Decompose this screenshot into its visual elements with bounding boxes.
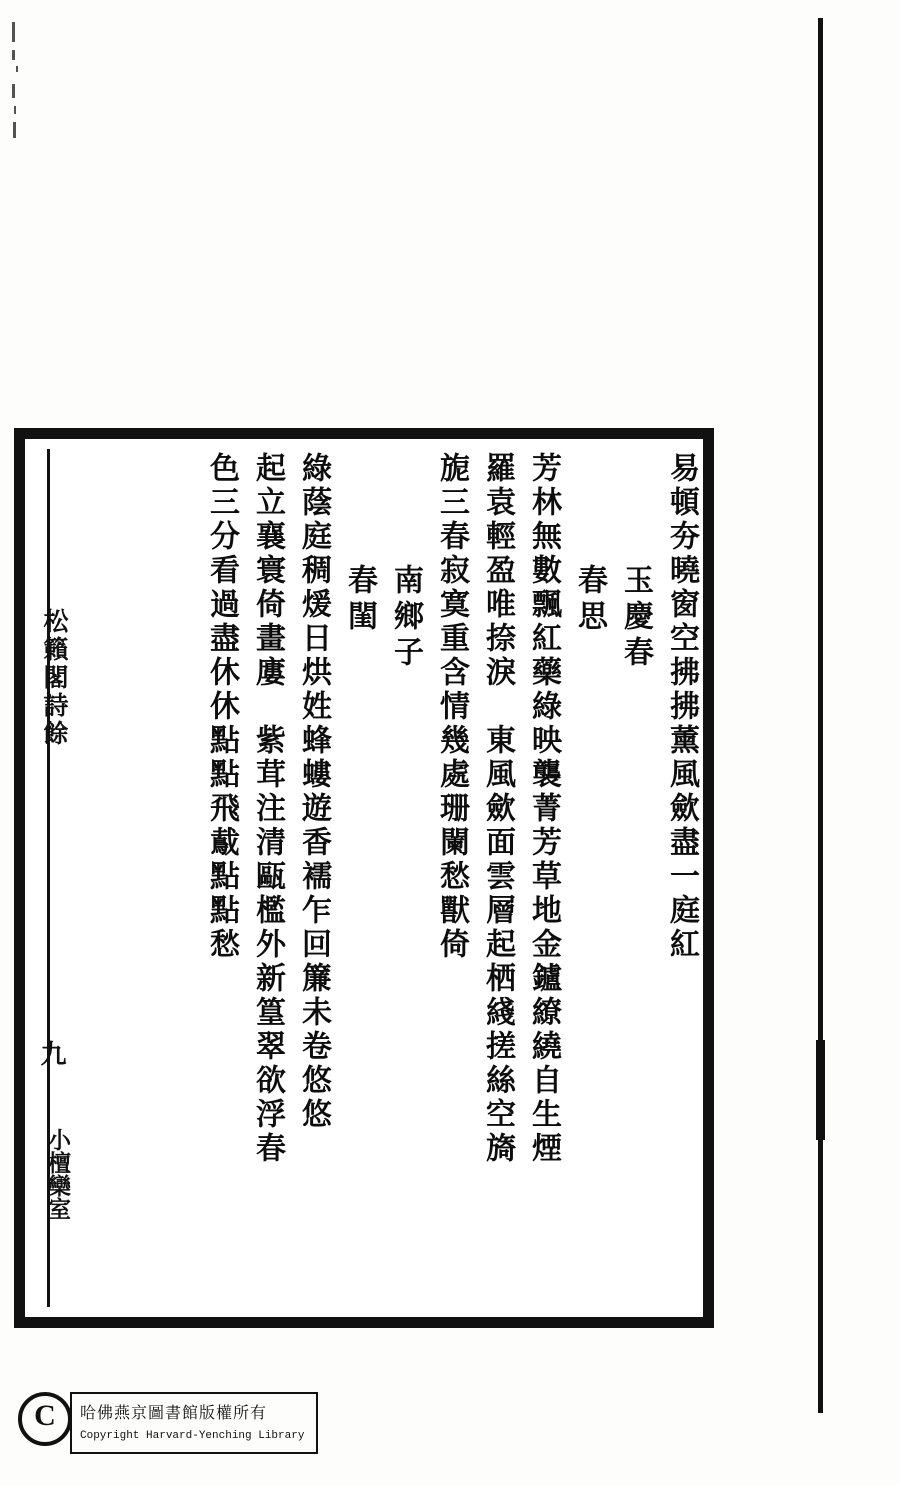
copyright-mark-icon: C <box>18 1392 72 1446</box>
copyright-english-text: Copyright Harvard-Yenching Library <box>80 1430 305 1442</box>
text-column-10: 起立襄寰倚畫廔 紫茸注清甌檻外新篁翠欲浮春 <box>250 452 285 1166</box>
banxin-studio-name: 小檀欒室 <box>44 1128 71 1220</box>
scan-speckle <box>14 106 16 114</box>
text-column-9: 綠蔭庭稠煖日烘姓蜂螻遊香襦乍回簾未卷悠悠 <box>296 452 331 1132</box>
page-gutter-rule-thick <box>816 1040 825 1140</box>
text-columns <box>36 452 699 1310</box>
scan-speckle <box>12 22 15 42</box>
scan-speckle <box>12 50 15 60</box>
scan-speckle <box>13 122 16 138</box>
text-column-6: 旎三春寂寞重含情幾處珊闌愁獸倚 <box>434 452 469 962</box>
text-column-1: 易頓夯曉窗空拂拂薰風歛盡一庭紅 <box>664 452 699 962</box>
text-column-7-tune-title: 南鄉子 <box>388 564 423 672</box>
banxin-page-number: 九 <box>36 1040 66 1066</box>
text-column-11: 色三分看過盡休休點點飛䳒點點愁 <box>204 452 239 962</box>
text-column-2-tune-title: 玉慶春 <box>618 564 653 672</box>
copyright-chinese-text: 哈佛燕京圖書館版權所有 <box>80 1403 268 1422</box>
text-column-8-poem-title: 春閨 <box>342 564 377 636</box>
text-column-4: 芳林無數飄紅藥綠映襲菁芳草地金鑪繚繞自生煙 <box>526 452 561 1166</box>
text-column-3-poem-title: 春思 <box>572 564 607 636</box>
scan-speckle <box>16 66 18 72</box>
scan-speckle <box>12 84 15 98</box>
page-gutter-rule <box>818 18 823 1413</box>
library-copyright-stamp <box>70 1392 318 1454</box>
text-column-5: 羅袁輕盈唯捺淚 東風歛面雲層起栖綫搓絲空旖 <box>480 452 515 1166</box>
banxin-book-title: 松籟閣詩餘 <box>40 608 69 748</box>
